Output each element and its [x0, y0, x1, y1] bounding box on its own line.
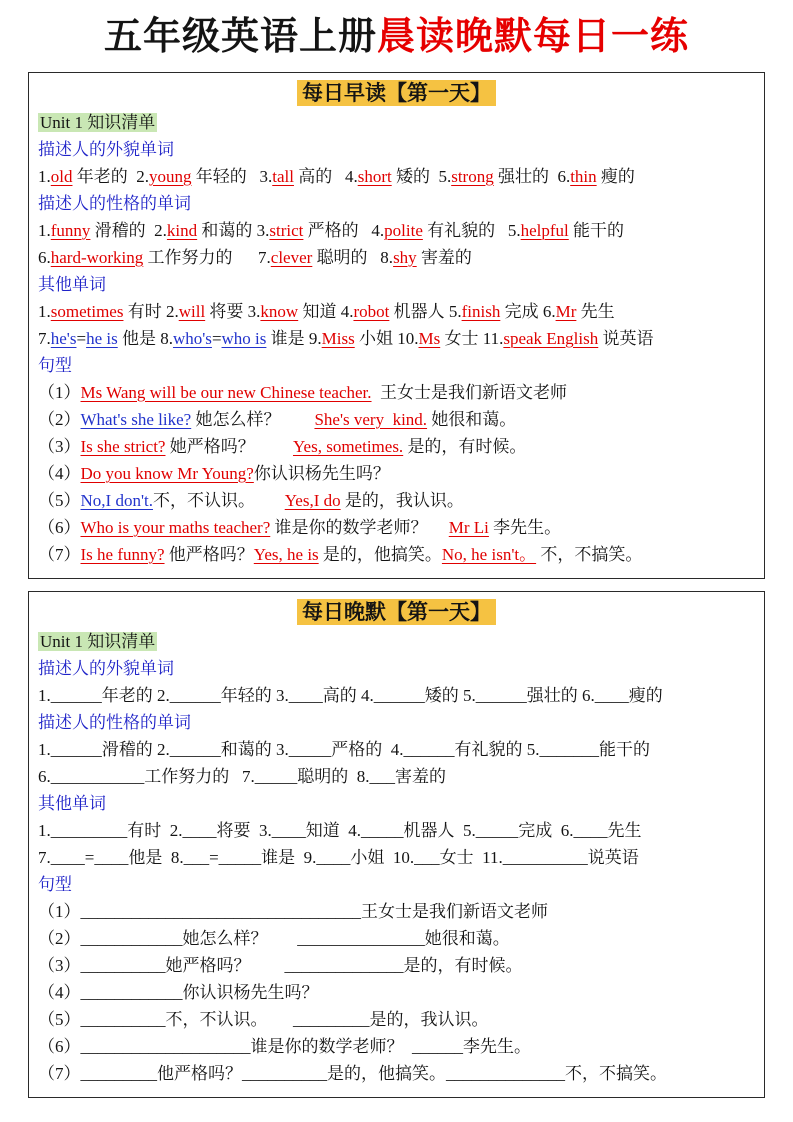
- text-segment: 将要 3.: [205, 301, 261, 321]
- text-segment: =: [76, 328, 87, 348]
- text-segment: 高的 4.: [293, 166, 358, 186]
- vocab-word: Yes, he is: [253, 544, 319, 564]
- content-line: [38, 817, 755, 844]
- subheading: 描述人的性格的单词: [38, 712, 191, 732]
- text-segment: （7）_________他严格吗？__________是的，他搞笑。______________不，不搞笑。: [38, 1063, 667, 1083]
- vocab-word: tall: [272, 166, 294, 186]
- text-segment: 她严格吗？: [165, 436, 293, 456]
- text-segment: （3）: [38, 436, 81, 456]
- content-line: [38, 736, 755, 763]
- vocab-word: robot: [353, 301, 390, 321]
- text-segment: 王女士是我们新语文老师: [371, 382, 568, 402]
- text-segment: 7.____=____他是 8.___=_____谁是 9.____小姐 10.___女士 11.__________说英语: [38, 847, 639, 867]
- content-line: [38, 1006, 755, 1033]
- text-segment: （5）: [38, 490, 81, 510]
- content-line: [38, 682, 755, 709]
- page-title-red: 晨读晚默每日一练: [377, 16, 690, 58]
- vocab-word: Is he funny?: [80, 544, 165, 564]
- text-segment: 谁是你的数学老师？: [270, 517, 449, 537]
- text-segment: 年轻的 3.: [191, 166, 273, 186]
- vocab-word: young: [148, 166, 192, 186]
- text-segment: 有礼貌的 5.: [422, 220, 521, 240]
- vocab-word: will: [178, 301, 206, 321]
- text-segment: 1.: [38, 301, 51, 321]
- text-segment: （2）____________她怎么样？ _______________她很和蔼。: [38, 928, 510, 948]
- subheading: 句型: [38, 874, 72, 894]
- text-segment: 矮的 5.: [391, 166, 452, 186]
- section-body: [38, 655, 755, 1087]
- text-segment: 有时 2.: [123, 301, 179, 321]
- content-line: [38, 925, 755, 952]
- text-segment: 谁是 9.: [266, 328, 322, 348]
- vocab-word: She's very kind.: [314, 409, 428, 429]
- text-segment: 女士 11.: [440, 328, 504, 348]
- vocab-word: Mr: [555, 301, 577, 321]
- content-line: [38, 844, 755, 871]
- vocab-word: old: [50, 166, 73, 186]
- text-segment: 李先生。: [488, 517, 562, 537]
- text-segment: 先生: [576, 301, 615, 321]
- vocab-word: No, he isn't。: [441, 544, 537, 564]
- text-segment: 7.: [38, 328, 51, 348]
- vocab-word: speak English: [503, 328, 599, 348]
- text-segment: （4）: [38, 463, 81, 483]
- vocab-word: Mr Li: [448, 517, 489, 537]
- subheading: 描述人的外貌单词: [38, 139, 174, 159]
- content-line: [38, 244, 755, 271]
- text-segment: （6）: [38, 517, 81, 537]
- text-segment: （2）: [38, 409, 81, 429]
- text-segment: 不，不认识。: [152, 490, 285, 510]
- content-line: [38, 979, 755, 1006]
- unit-row: [38, 110, 755, 136]
- content-line: [38, 763, 755, 790]
- text-segment: 害羞的: [416, 247, 472, 267]
- page-title-black: 五年级英语上册: [103, 16, 377, 58]
- content-line: [38, 898, 755, 925]
- subheading: 其他单词: [38, 793, 106, 813]
- vocab-word: Ms: [418, 328, 441, 348]
- text-segment: 你认识杨先生吗？: [253, 463, 390, 483]
- unit-label: Unit 1 知识清单: [40, 631, 156, 651]
- text-segment: 严格的 4.: [303, 220, 385, 240]
- text-segment: 瘦的: [596, 166, 635, 186]
- subheading: 句型: [38, 355, 72, 375]
- vocab-word: kind: [166, 220, 198, 240]
- vocab-word: sometimes: [50, 301, 124, 321]
- vocab-word: What's she like?: [80, 409, 192, 429]
- vocab-word: who is: [221, 328, 267, 348]
- unit-label: Unit 1 知识清单: [40, 112, 156, 132]
- vocab-word: Miss: [321, 328, 355, 348]
- text-segment: 1._________有时 2.____将要 3.____知道 4._____机器人 5._____完成 6.____先生: [38, 820, 642, 840]
- text-segment: 不，不搞笑。: [536, 544, 643, 564]
- text-segment: 工作努力的 7.: [143, 247, 271, 267]
- content-line: [38, 1033, 755, 1060]
- text-segment: （3）__________她严格吗？ ______________是的，有时候。: [38, 955, 523, 975]
- vocab-word: strict: [269, 220, 304, 240]
- content-line: [38, 487, 755, 514]
- morning-reading-section: [28, 72, 765, 579]
- vocab-word: short: [357, 166, 392, 186]
- text-segment: 知道 4.: [298, 301, 354, 321]
- content-line: [38, 298, 755, 325]
- section-title-row: [38, 597, 755, 627]
- vocab-word: hard-working: [50, 247, 144, 267]
- subheading: 描述人的性格的单词: [38, 193, 191, 213]
- content-line: [38, 379, 755, 406]
- text-segment: （4）____________你认识杨先生吗？: [38, 982, 319, 1002]
- vocab-word: Who is your maths teacher?: [80, 517, 271, 537]
- section-title-row: [38, 78, 755, 108]
- vocab-word: polite: [384, 220, 423, 240]
- vocab-word: No,I don't.: [80, 490, 153, 510]
- content-line: [38, 460, 755, 487]
- page-title: [0, 14, 793, 62]
- text-segment: 是的，我认识。: [340, 490, 464, 510]
- content-line: [38, 325, 755, 352]
- section-title: 每日早读【第一天】: [297, 80, 496, 106]
- content-line: [38, 541, 755, 568]
- vocab-word: Is she strict?: [80, 436, 166, 456]
- text-segment: 机器人 5.: [389, 301, 462, 321]
- text-segment: 1.______年老的 2.______年轻的 3.____高的 4.______矮的 5.______强壮的 6.____瘦的: [38, 685, 663, 705]
- content-line: [38, 217, 755, 244]
- text-segment: 她很和蔼。: [427, 409, 517, 429]
- content-line: [38, 163, 755, 190]
- subheading: 描述人的外貌单词: [38, 658, 174, 678]
- text-segment: =: [211, 328, 222, 348]
- text-segment: 她怎么样？: [191, 409, 315, 429]
- vocab-word: thin: [570, 166, 597, 186]
- text-segment: 他是 8.: [117, 328, 173, 348]
- text-segment: 小姐 10.: [354, 328, 419, 348]
- vocab-word: know: [260, 301, 299, 321]
- text-segment: 滑稽的 2.: [90, 220, 167, 240]
- vocab-word: helpful: [520, 220, 569, 240]
- text-segment: 1.: [38, 220, 51, 240]
- text-segment: 6.: [38, 247, 51, 267]
- vocab-word: he's: [50, 328, 77, 348]
- vocab-word: funny: [50, 220, 91, 240]
- text-segment: 聪明的 8.: [312, 247, 394, 267]
- content-line: [38, 952, 755, 979]
- vocab-word: shy: [393, 247, 417, 267]
- text-segment: 他严格吗？: [164, 544, 254, 564]
- content-line: [38, 1060, 755, 1087]
- text-segment: 完成 6.: [500, 301, 556, 321]
- text-segment: 1.______滑稽的 2.______和蔼的 3._____严格的 4.______有礼貌的 5._______能干的: [38, 739, 650, 759]
- text-segment: （5）__________不，不认识。 _________是的，我认识。: [38, 1009, 489, 1029]
- content-line: [38, 433, 755, 460]
- subheading: 其他单词: [38, 274, 106, 294]
- evening-dictation-section: [28, 591, 765, 1098]
- vocab-word: who's: [172, 328, 212, 348]
- text-segment: 能干的: [568, 220, 625, 240]
- section-title: 每日晚默【第一天】: [297, 599, 496, 625]
- text-segment: 说英语: [598, 328, 654, 348]
- text-segment: 6.___________工作努力的 7._____聪明的 8.___害羞的: [38, 766, 446, 786]
- text-segment: 是的，他搞笑。: [318, 544, 442, 564]
- text-segment: 是的，有时候。: [403, 436, 527, 456]
- vocab-word: finish: [461, 301, 501, 321]
- vocab-word: strong: [451, 166, 494, 186]
- text-segment: （1）_________________________________王女士是我们新语文老师: [38, 901, 548, 921]
- text-segment: （7）: [38, 544, 81, 564]
- text-segment: （1）: [38, 382, 81, 402]
- vocab-word: Yes, sometimes.: [292, 436, 404, 456]
- text-segment: （6）____________________谁是你的数学老师？ ______李先生。: [38, 1036, 531, 1056]
- vocab-word: clever: [270, 247, 313, 267]
- text-segment: 强壮的 6.: [493, 166, 571, 186]
- section-body: [38, 136, 755, 568]
- unit-row: [38, 629, 755, 655]
- vocab-word: Do you know Mr Young?: [80, 463, 254, 483]
- text-segment: 和蔼的 3.: [197, 220, 270, 240]
- vocab-word: Yes,I do: [284, 490, 341, 510]
- vocab-word: Ms Wang will be our new Chinese teacher.: [80, 382, 372, 402]
- content-line: [38, 406, 755, 433]
- text-segment: 年老的 2.: [72, 166, 149, 186]
- vocab-word: he is: [86, 328, 118, 348]
- text-segment: 1.: [38, 166, 51, 186]
- content-line: [38, 514, 755, 541]
